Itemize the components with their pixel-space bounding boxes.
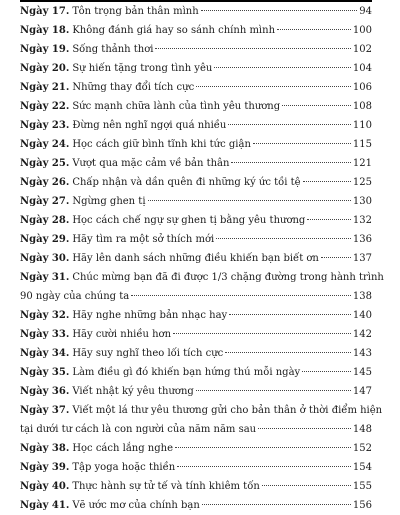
entry-title: Sức mạnh chữa lành của tình yêu thương — [72, 101, 281, 112]
entry-title: Tôn trọng bản thân mình — [72, 6, 199, 17]
page-number: 106 — [352, 82, 372, 93]
toc-entry — [20, 116, 372, 135]
page-number: 102 — [352, 44, 372, 55]
page-number: 132 — [352, 215, 372, 226]
dot-leader — [253, 143, 351, 144]
day-label: Ngày 20. — [20, 63, 70, 74]
page-number: 100 — [352, 25, 372, 36]
dot-leader — [155, 48, 350, 49]
dot-leader — [175, 447, 351, 448]
page-number: 104 — [352, 63, 372, 74]
page-number: 125 — [352, 177, 372, 188]
dot-leader — [302, 371, 351, 372]
dot-leader — [282, 105, 351, 106]
entry-title: Tập yoga hoặc thiền — [72, 462, 176, 473]
day-label: Ngày 31. — [20, 272, 70, 283]
toc-entry — [20, 344, 372, 363]
entry-title: Học cách giữ bình tĩnh khi tức giận — [72, 139, 251, 150]
dot-leader — [303, 181, 351, 182]
toc-entry — [20, 230, 372, 249]
dot-leader — [196, 390, 351, 391]
dot-leader — [202, 504, 351, 505]
day-label: Ngày 26. — [20, 177, 70, 188]
toc-entry — [20, 325, 372, 344]
entry-title: Hãy lên danh sách những điều khiến bạn biết ơn — [72, 253, 319, 264]
toc-entry — [20, 477, 372, 496]
day-label: Ngày 34. — [20, 348, 70, 359]
dot-leader — [196, 86, 351, 87]
day-label: Ngày 21. — [20, 82, 70, 93]
entry-title-continued: tại dưới tư cách là con người của năm năm sau — [20, 424, 257, 435]
toc-entry — [20, 78, 372, 97]
toc-entry — [20, 363, 372, 382]
entry-title: Hãy tìm ra một sở thích mới — [72, 234, 215, 245]
day-label: Ngày 22. — [20, 101, 70, 112]
dot-leader — [229, 314, 351, 315]
entry-title: Không đánh giá hay so sánh chính mình — [72, 25, 276, 36]
table-of-contents — [20, 2, 384, 515]
page-number: 156 — [352, 500, 372, 511]
toc-entry — [20, 458, 372, 477]
page-number: 147 — [352, 386, 372, 397]
toc-entry — [20, 173, 372, 192]
toc-entry — [20, 382, 372, 401]
dot-leader — [258, 428, 351, 429]
entry-title: Ngừng ghen tị — [72, 196, 146, 207]
day-label: Ngày 25. — [20, 158, 70, 169]
toc-entry — [20, 192, 372, 211]
page-number: 138 — [352, 291, 372, 302]
day-label: Ngày 36. — [20, 386, 70, 397]
toc-entry — [20, 401, 383, 439]
entry-title: Học cách chế ngự sự ghen tị bằng yêu thương — [72, 215, 306, 226]
day-label: Ngày 29. — [20, 234, 70, 245]
toc-entry — [20, 496, 372, 515]
entry-title: Viết nhật ký yêu thương — [72, 386, 194, 397]
day-label: Ngày 24. — [20, 139, 70, 150]
page-number: 140 — [352, 310, 372, 321]
dot-leader — [214, 67, 351, 68]
day-label: Ngày 40. — [20, 481, 70, 492]
page-number: 155 — [352, 481, 372, 492]
page-number: 152 — [352, 443, 372, 454]
entry-title: Hãy suy nghĩ theo lối tích cực — [72, 348, 224, 359]
entry-title: Những thay đổi tích cực — [72, 82, 195, 93]
page-number: 94 — [359, 6, 372, 17]
page-number: 121 — [352, 158, 372, 169]
dot-leader — [231, 162, 350, 163]
entry-title: Vượt qua mặc cảm về bản thân — [72, 158, 230, 169]
toc-entry — [20, 40, 372, 59]
entry-title: Học cách lắng nghe — [72, 443, 173, 454]
dot-leader — [277, 29, 351, 30]
entry-title: Chúc mừng bạn đã đi được 1/3 chặng đường trong hành trình — [72, 272, 384, 283]
day-label: Ngày 35. — [20, 367, 70, 378]
dot-leader — [321, 257, 351, 258]
toc-entry — [20, 135, 372, 154]
entry-title: Hãy nghe những bản nhạc hay — [72, 310, 228, 321]
day-label: Ngày 30. — [20, 253, 70, 264]
dot-leader — [228, 124, 351, 125]
toc-entry — [20, 268, 384, 306]
day-label: Ngày 28. — [20, 215, 70, 226]
page-number: 143 — [352, 348, 372, 359]
dot-leader — [216, 238, 351, 239]
entry-title: Chấp nhận và dần quên đi những ký ức tồi tệ — [72, 177, 301, 188]
dot-leader — [307, 219, 351, 220]
entry-title: Đừng nên nghĩ ngợi quá nhiều — [72, 120, 227, 131]
toc-entry — [20, 249, 372, 268]
toc-entry — [20, 211, 372, 230]
entry-title: Vẽ ước mơ của chính bạn — [72, 500, 200, 511]
toc-entry — [20, 2, 372, 21]
day-label: Ngày 41. — [20, 500, 70, 511]
day-label: Ngày 19. — [20, 44, 70, 55]
toc-entry — [20, 21, 372, 40]
page-number: 137 — [352, 253, 372, 264]
dot-leader — [131, 295, 351, 296]
dot-leader — [201, 10, 358, 11]
dot-leader — [173, 333, 351, 334]
entry-title-continued: 90 ngày của chúng ta — [20, 291, 130, 302]
page-number: 110 — [352, 120, 372, 131]
toc-entry — [20, 439, 372, 458]
day-label: Ngày 23. — [20, 120, 70, 131]
page-number: 108 — [352, 101, 372, 112]
entry-title: Sống thảnh thơi — [72, 44, 154, 55]
toc-entry — [20, 154, 372, 173]
toc-entry — [20, 59, 372, 78]
dot-leader — [148, 200, 351, 201]
day-label: Ngày 33. — [20, 329, 70, 340]
day-label: Ngày 27. — [20, 196, 70, 207]
entry-title: Sự hiến tặng trong tình yêu — [72, 63, 213, 74]
toc-entry — [20, 306, 372, 325]
day-label: Ngày 37. — [20, 405, 70, 416]
dot-leader — [262, 485, 351, 486]
page-number: 136 — [352, 234, 372, 245]
entry-title: Viết một lá thư yêu thương gửi cho bản thân ở thời điểm hiện — [72, 405, 383, 416]
day-label: Ngày 39. — [20, 462, 70, 473]
page-number: 148 — [352, 424, 372, 435]
page-number: 130 — [352, 196, 372, 207]
day-label: Ngày 32. — [20, 310, 70, 321]
day-label: Ngày 17. — [20, 6, 70, 17]
day-label: Ngày 38. — [20, 443, 70, 454]
entry-title: Thực hành sự tử tế và tính khiêm tốn — [72, 481, 260, 492]
dot-leader — [225, 352, 351, 353]
page-number: 142 — [352, 329, 372, 340]
page-number: 115 — [352, 139, 372, 150]
toc-entry — [20, 97, 372, 116]
page-number: 145 — [352, 367, 372, 378]
day-label: Ngày 18. — [20, 25, 70, 36]
entry-title: Hãy cười nhiều hơn — [72, 329, 172, 340]
page-number: 154 — [352, 462, 372, 473]
dot-leader — [177, 466, 351, 467]
entry-title: Làm điều gì đó khiến bạn hứng thú mỗi ngày — [72, 367, 301, 378]
